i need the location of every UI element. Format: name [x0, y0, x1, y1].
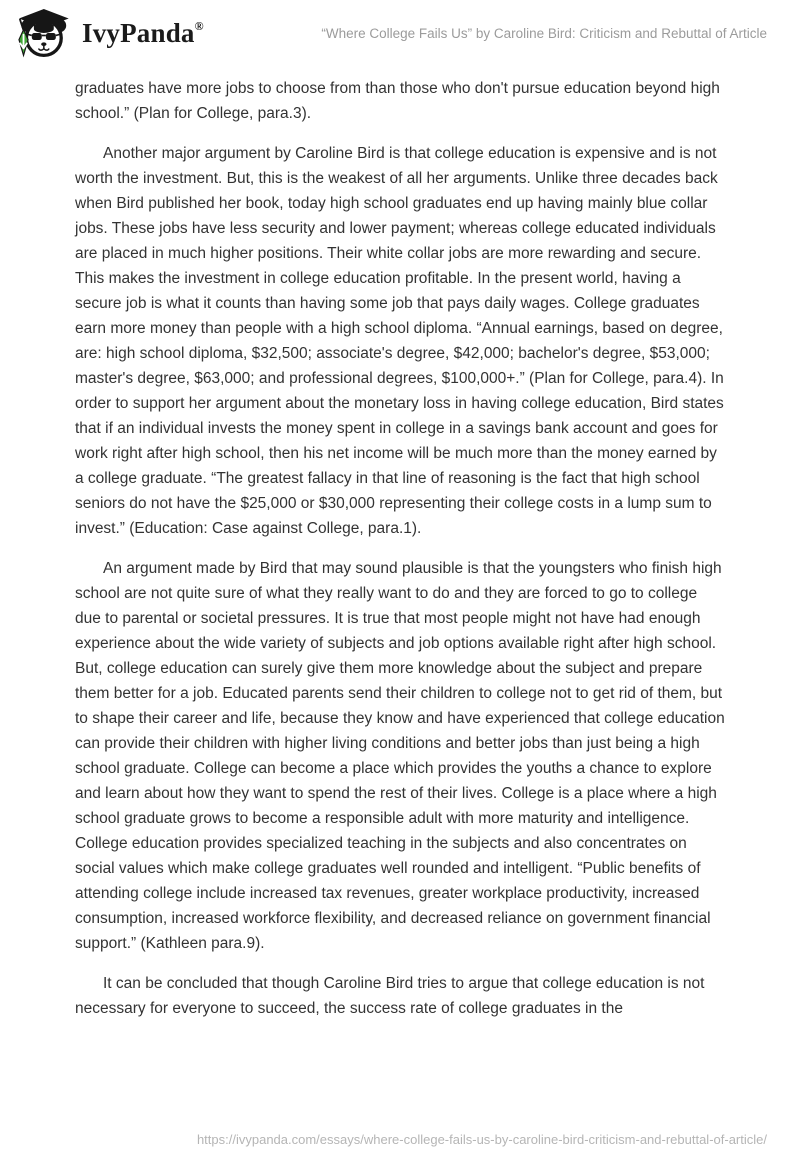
essay-body	[0, 76, 800, 1021]
brand-name: IvyPanda	[82, 17, 195, 48]
ivypanda-panda-logo-icon	[14, 6, 72, 60]
page-header	[0, 0, 800, 62]
ivypanda-logo-link[interactable]	[14, 6, 204, 60]
source-url: https://ivypanda.com/essays/where-college-fails-us-by-caroline-bird-criticism-and-rebuttal-of-article/	[196, 1132, 767, 1147]
essay-paragraph-continuation: graduates have more jobs to choose from than those who don't pursue education beyond high school.” (Plan for College, para.3).	[75, 80, 720, 122]
registered-trademark-mark: ®	[194, 18, 204, 33]
brand-wordmark	[82, 17, 204, 48]
essay-paragraph: An argument made by Bird that may sound plausible is that the youngsters who finish high school are not quite sure of what they really want to do and they are forced to go to college due to parental or societal pressures. It is true that most people might not have had enough experience about the wide variety of subjects and job options available right after high school. But, college education can surely give them more knowledge about the subject and prepare them better for a job. Educated parents send their children to college not to get rid of them, but to shape their career and life, because they know and have experienced that college education can provide their children with higher living conditions and better jobs than just being a high school graduate. College can become a place which provides the youths a chance to explore and learn about how they want to spend the rest of their lives. College is a place where a high school graduate grows to become a responsible adult with more maturity and intelligence. College education provides specialized teaching in the subjects and also concentrates on social values which make college graduates well rounded and intelligent. “Public benefits of attending college include increased tax revenues, greater workplace productivity, increased consumption, increased workforce flexibility, and decreased reliance on government financial support.” (Kathleen para.9).	[75, 560, 725, 952]
essay-paragraph: It can be concluded that though Caroline Bird tries to argue that college education is not necessary for everyone to succeed, the success rate of college graduates in the	[75, 975, 705, 1017]
essay-paragraph: Another major argument by Caroline Bird is that college education is expensive and is not worth the investment. But, this is the weakest of all her arguments. Unlike three decades back when Bird published her book, today high school graduates end up having mainly blue collar jobs. These jobs have less security and lower payment; whereas college educated individuals are placed in much higher positions. Their white collar jobs are more rewarding and secure. This makes the investment in college education profitable. In the present world, having a secure job is what it counts than having some job that pays daily wages. College graduates earn more money than people with a high school diploma. “Annual earnings, based on degree, are: high school diploma, $32,500; associate's degree, $42,000; bachelor's degree, $53,000; master's degree, $63,000; and professional degrees, $100,000+.” (Plan for College, para.4). In order to support her argument about the monetary loss in having college education, Bird states that if an individual invests the money spent in college in a savings bank account and goes for work right after high school, then his net income will be much more than the money earned by a college graduate. “The greatest fallacy in that line of reasoning is the fact that high school seniors do not have the $25,000 or $30,000 representing their college costs in a lump sum to invest.” (Education: Case against College, para.1).	[75, 145, 724, 537]
document-title: “Where College Fails Us” by Caroline Bird: Criticism and Rebuttal of Article	[321, 25, 767, 41]
